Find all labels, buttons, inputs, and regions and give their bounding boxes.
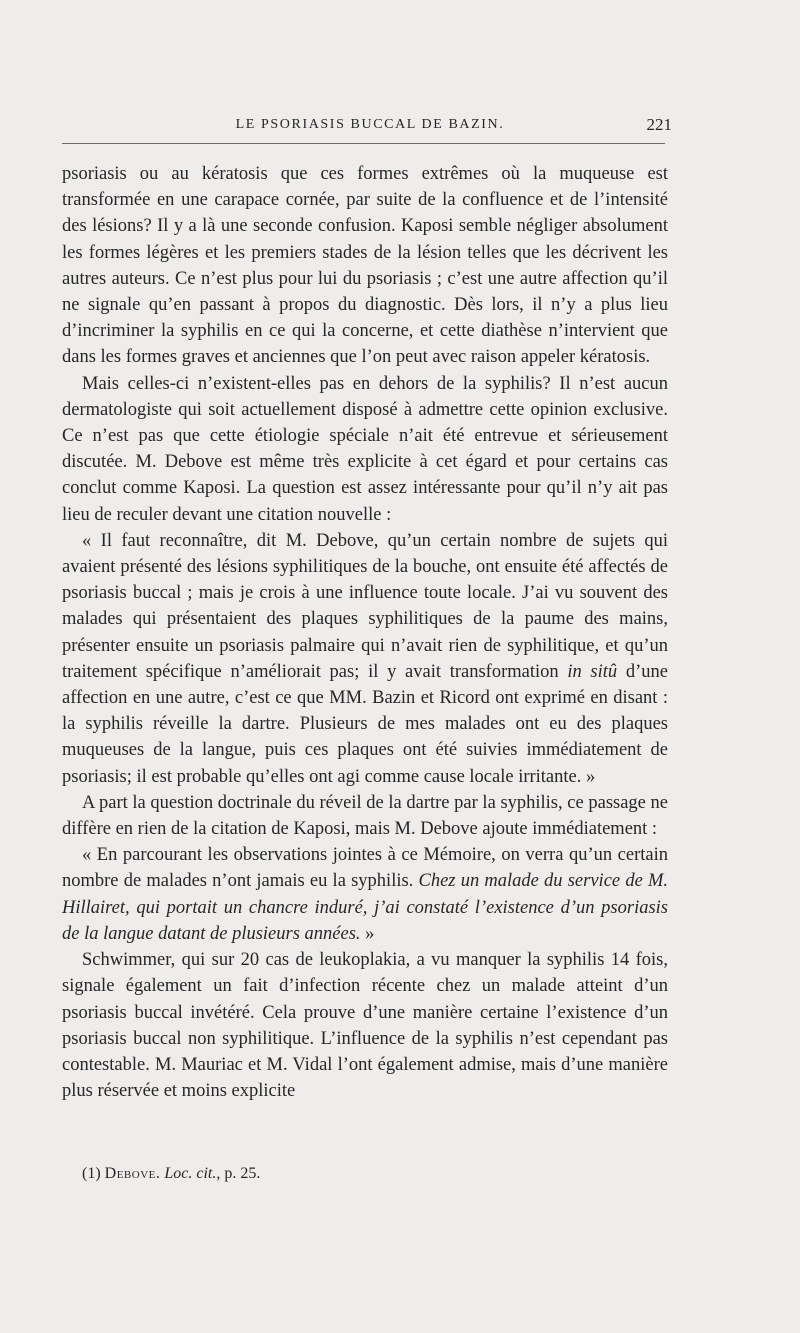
quote-text-start: « En parcourant les observations jointes à ce Mémoire, on verra qu’un certain nombre de malades n’ont jamais eu la syphilis. (62, 845, 668, 892)
paragraph-1: psoriasis ou au kératosis que ces formes extrêmes où la muqueuse est transformée en une carapace cornée, par suite de la confluence et de l’intensité des lésions? Il y a là une seconde confusion. Kaposi semble négliger absolument les formes légères et les premiers stades de la lésion telles que les décrivent les autres auteurs. Ce n’est plus pour lui du psoriasis ; c’est une autre affection qu’il ne signale qu’en passant à propos du diagnostic. Dès lors, il n’y a plus lieu d’incriminer la syphilis en ce qui la concerne, et cette diathèse n’intervient que dans les formes graves et anciennes que l’on peut avec raison appeler kératosis. (62, 164, 668, 368)
paragraph-3-debove-quote (62, 528, 668, 790)
paragraph-6: Schwimmer, qui sur 20 cas de leukoplakia, a vu manquer la syphilis 14 fois, signale également un fait d’infection récente chez un malade atteint d’un psoriasis buccal invétéré. Cela prouve d’une manière certaine l’existence d’un psoriasis buccal non syphilitique. L’influence de la syphilis n’est cependant pas contestable. M. Mauriac et M. Vidal l’ont également admise, mais d’une manière plus réservée et moins explicite (62, 950, 668, 1102)
footnote-reference: Loc. cit. (164, 1165, 217, 1182)
italic-in-situ: in sitû (567, 661, 618, 682)
footnote (82, 1164, 662, 1184)
quote-text-start: « Il faut reconnaître, dit M. Debove, qu’un certain nombre de sujets qui avaient présenté des lésions syphilitiques de la bouche, ont ensuite été affectés de psoriasis buccal ; mais je crois à une influence toute locale. J’ai vu souvent des malades qui présentaient des plaques syphilitiques de la paume des mains, présenter ensuite un psoriasis palmaire qui n’avait rien de syphilitique, et qu’un traitement spécifique n’améliorait pas; il y avait transformation (62, 530, 668, 682)
quote-close: » (365, 923, 375, 944)
footnote-author: Debove. (104, 1165, 161, 1182)
italic-quote: Chez un malade du service de M. Hillairet, qui portait un chancre induré, j’ai constaté l’existence d’un psoriasis de la langue datant de plusieurs années. (62, 871, 669, 944)
header-rule (62, 143, 665, 144)
paragraph-5-debove-quote (62, 842, 668, 947)
page-number: 221 (646, 115, 672, 134)
running-head: LE PSORIASIS BUCCAL DE BAZIN. (235, 117, 505, 132)
paragraph-4: A part la question doctrinale du réveil de la dartre par la syphilis, ce passage ne diffère en rien de la citation de Kaposi, mais M. Debove ajoute immédiatement : (62, 792, 668, 840)
footnote-page: , p. 25. (216, 1165, 261, 1182)
page-header (62, 115, 672, 139)
body-text (62, 161, 668, 1104)
footnote-marker: (1) (82, 1165, 101, 1182)
quote-text-end: d’une affection en une autre, c’est ce que MM. Bazin et Ricord ont exprimé en disant : la syphilis réveille la dartre. Plusieurs de mes malades ont eu des plaques muqueuses de la langue, puis ces plaques ont été suivies immédiatement de psoriasis; il est probable qu’elles ont agi comme cause locale irritante. » (62, 661, 669, 787)
paragraph-2: Mais celles-ci n’existent-elles pas en dehors de la syphilis? Il n’est aucun dermatologiste qui soit actuellement disposé à admettre cette opinion exclusive. Ce n’est pas que cette étiologie spéciale n’ait été entrevue et sérieusement discutée. M. Debove est même très explicite à cet égard et pour certains cas conclut comme Kaposi. La question est assez intéressante pour qu’il n’y ait pas lieu de reculer devant une citation nouvelle : (62, 373, 668, 525)
